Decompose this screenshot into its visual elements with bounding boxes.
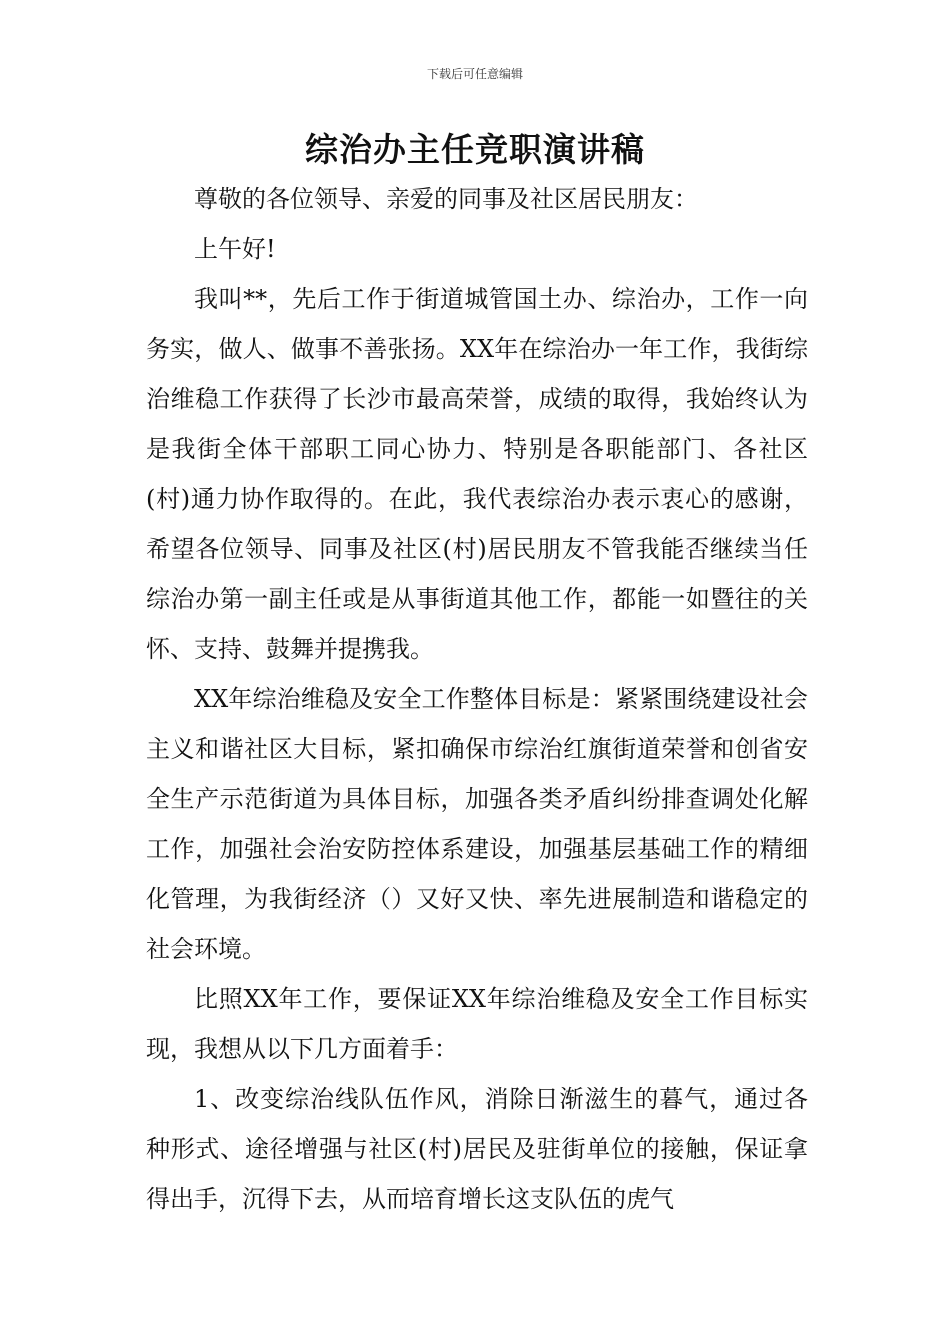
greeting-paragraph: 上午好! xyxy=(194,235,276,263)
document-title: 综治办主任竞职演讲稿 xyxy=(305,130,645,169)
body-paragraph: 比照XX年工作，要保证XX年综治维稳及安全工作目标实现，我想从以下几方面着手： xyxy=(146,985,808,1063)
salutation-paragraph: 尊敬的各位领导、亲爱的同事及社区居民朋友： xyxy=(194,185,698,213)
body-paragraph: XX年综治维稳及安全工作整体目标是：紧紧围绕建设社会主义和谐社区大目标，紧扣确保市综治红旗街道荣誉和创省安全生产示范街道为具体目标，加强各类矛盾纠纷排查调处化解工作，加强社会治安防控体系建设，加强基层基础工作的精细化管理，为我街经济（）又好又快、率先进展制造和谐稳定的社会环境。 xyxy=(146,685,808,963)
header-note: 下载后可任意编辑 xyxy=(426,67,523,81)
body-paragraph: 我叫**，先后工作于街道城管国土办、综治办，工作一向务实，做人、做事不善张扬。XX年在综治办一年工作，我街综治维稳工作获得了长沙市最高荣誉，成绩的取得，我始终认为是我街全体干部职工同心协力、特别是各职能部门、各社区(村)通力协作取得的。在此，我代表综治办表示衷心的感谢，希望各位领导、同事及社区(村)居民朋友不管我能否继续当任综治办第一副主任或是从事街道其他工作，都能一如暨往的关怀、支持、鼓舞并提携我。 xyxy=(146,285,808,663)
body-paragraph: 1、改变综治线队伍作风，消除日渐滋生的暮气，通过各种形式、途径增强与社区(村)居民及驻街单位的接触，保证拿得出手，沉得下去，从而培育增长这支队伍的虎气 xyxy=(146,1085,808,1213)
document-body xyxy=(146,174,808,1224)
